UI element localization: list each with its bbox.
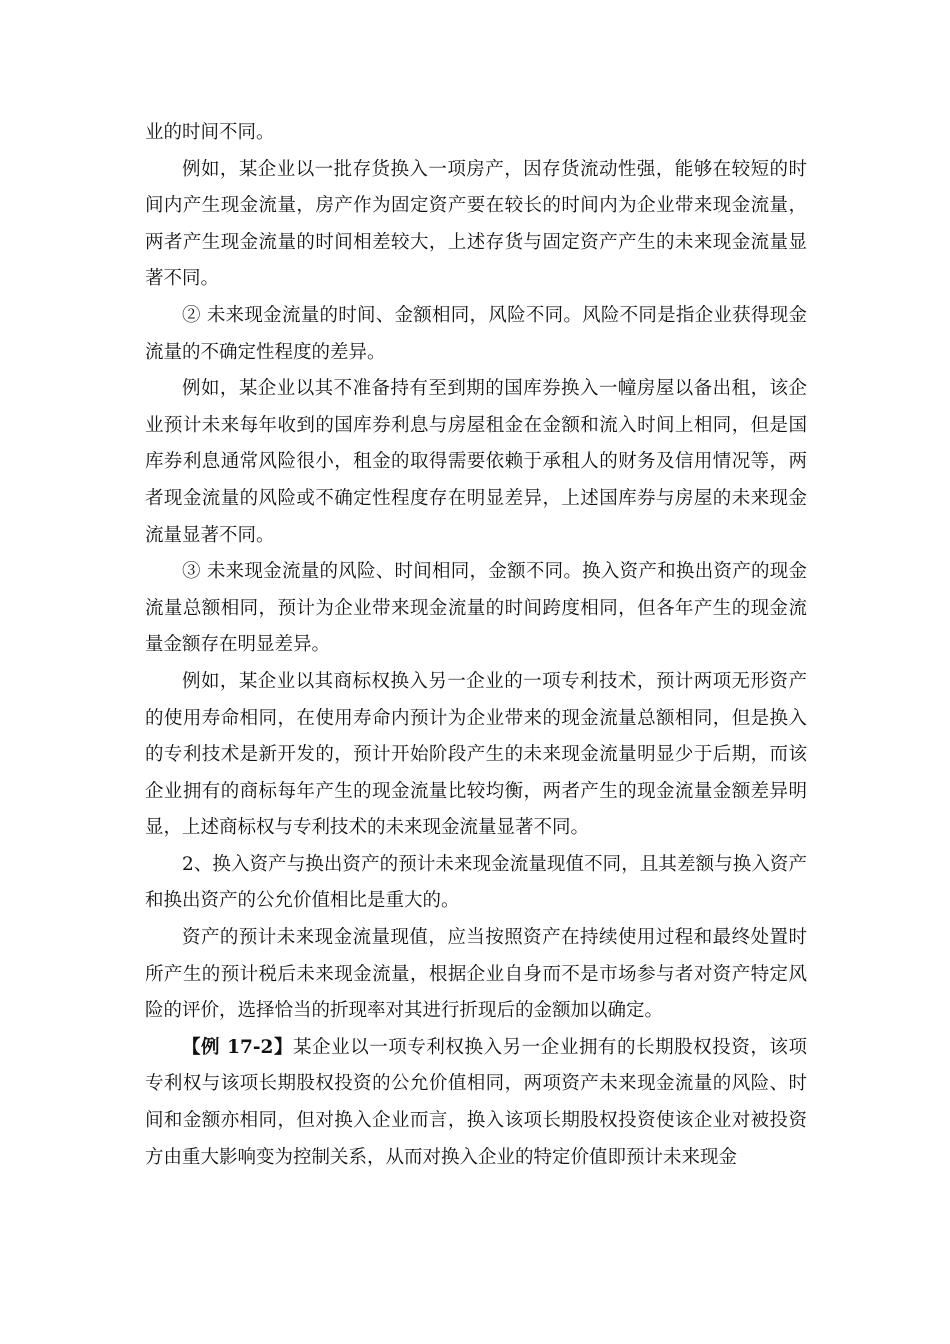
paragraph: 业的时间不同。 bbox=[145, 122, 275, 143]
document-body bbox=[145, 115, 807, 1176]
paragraph: 例如，某企业以其商标权换入另一企业的一项专利技术，预计两项无形资产的使用寿命相同，在使用寿命内预计为企业带来的现金流量总额相同，但是换入的专利技术是新开发的，预计开始阶段产生的未来现金流量明显少于后期，而该企业拥有的商标每年产生的现金流量比较均衡，两者产生的现金流量金额差异明显，上述商标权与专利技术的未来现金流量显著不同。 bbox=[145, 670, 807, 839]
paragraph: ② 未来现金流量的时间、金额相同，风险不同。风险不同是指企业获得现金流量的不确定性程度的差异。 bbox=[145, 304, 807, 363]
example-label: 【例 17-2】 bbox=[182, 1036, 294, 1058]
example-paragraph bbox=[145, 1030, 807, 1176]
paragraph: ③ 未来现金流量的风险、时间相同，金额不同。换入资产和换出资产的现金流量总额相同，预计为企业带来现金流量的时间跨度相同，但各年产生的现金流量金额存在明显差异。 bbox=[145, 561, 807, 656]
paragraph: 资产的预计未来现金流量现值，应当按照资产在持续使用过程和最终处置时所产生的预计税后未来现金流量，根据企业自身而不是市场参与者对资产特定风险的评价，选择恰当的折现率对其进行折现后的金额加以确定。 bbox=[145, 927, 807, 1022]
paragraph: 例如，某企业以其不准备持有至到期的国库券换入一幢房屋以备出租，该企业预计未来每年收到的国库券利息与房屋租金在金额和流入时间上相同，但是国库券利息通常风险很小，租金的取得需要依赖于承租人的财务及信用情况等，两者现金流量的风险或不确定性程度存在明显差异，上述国库券与房屋的未来现金流量显著不同。 bbox=[145, 378, 807, 546]
paragraph: 2、换入资产与换出资产的预计未来现金流量现值不同，且其差额与换入资产和换出资产的公允价值相比是重大的。 bbox=[145, 853, 807, 912]
example-text: 某企业以一项专利权换入另一企业拥有的长期股权投资，该项专利权与该项长期股权投资的公允价值相同，两项资产未来现金流量的风险、时间和金额亦相同，但对换入企业而言，换入该项长期股权投资使该企业对被投资方由重大影响变为控制关系，从而对换入企业的特定价值即预计未来现金 bbox=[145, 1036, 807, 1168]
paragraph: 例如，某企业以一批存货换入一项房产，因存货流动性强，能够在较短的时间内产生现金流量，房产作为固定资产要在较长的时间内为企业带来现金流量，两者产生现金流量的时间相差较大，上述存货与固定资产产生的未来现金流量显著不同。 bbox=[145, 158, 807, 290]
